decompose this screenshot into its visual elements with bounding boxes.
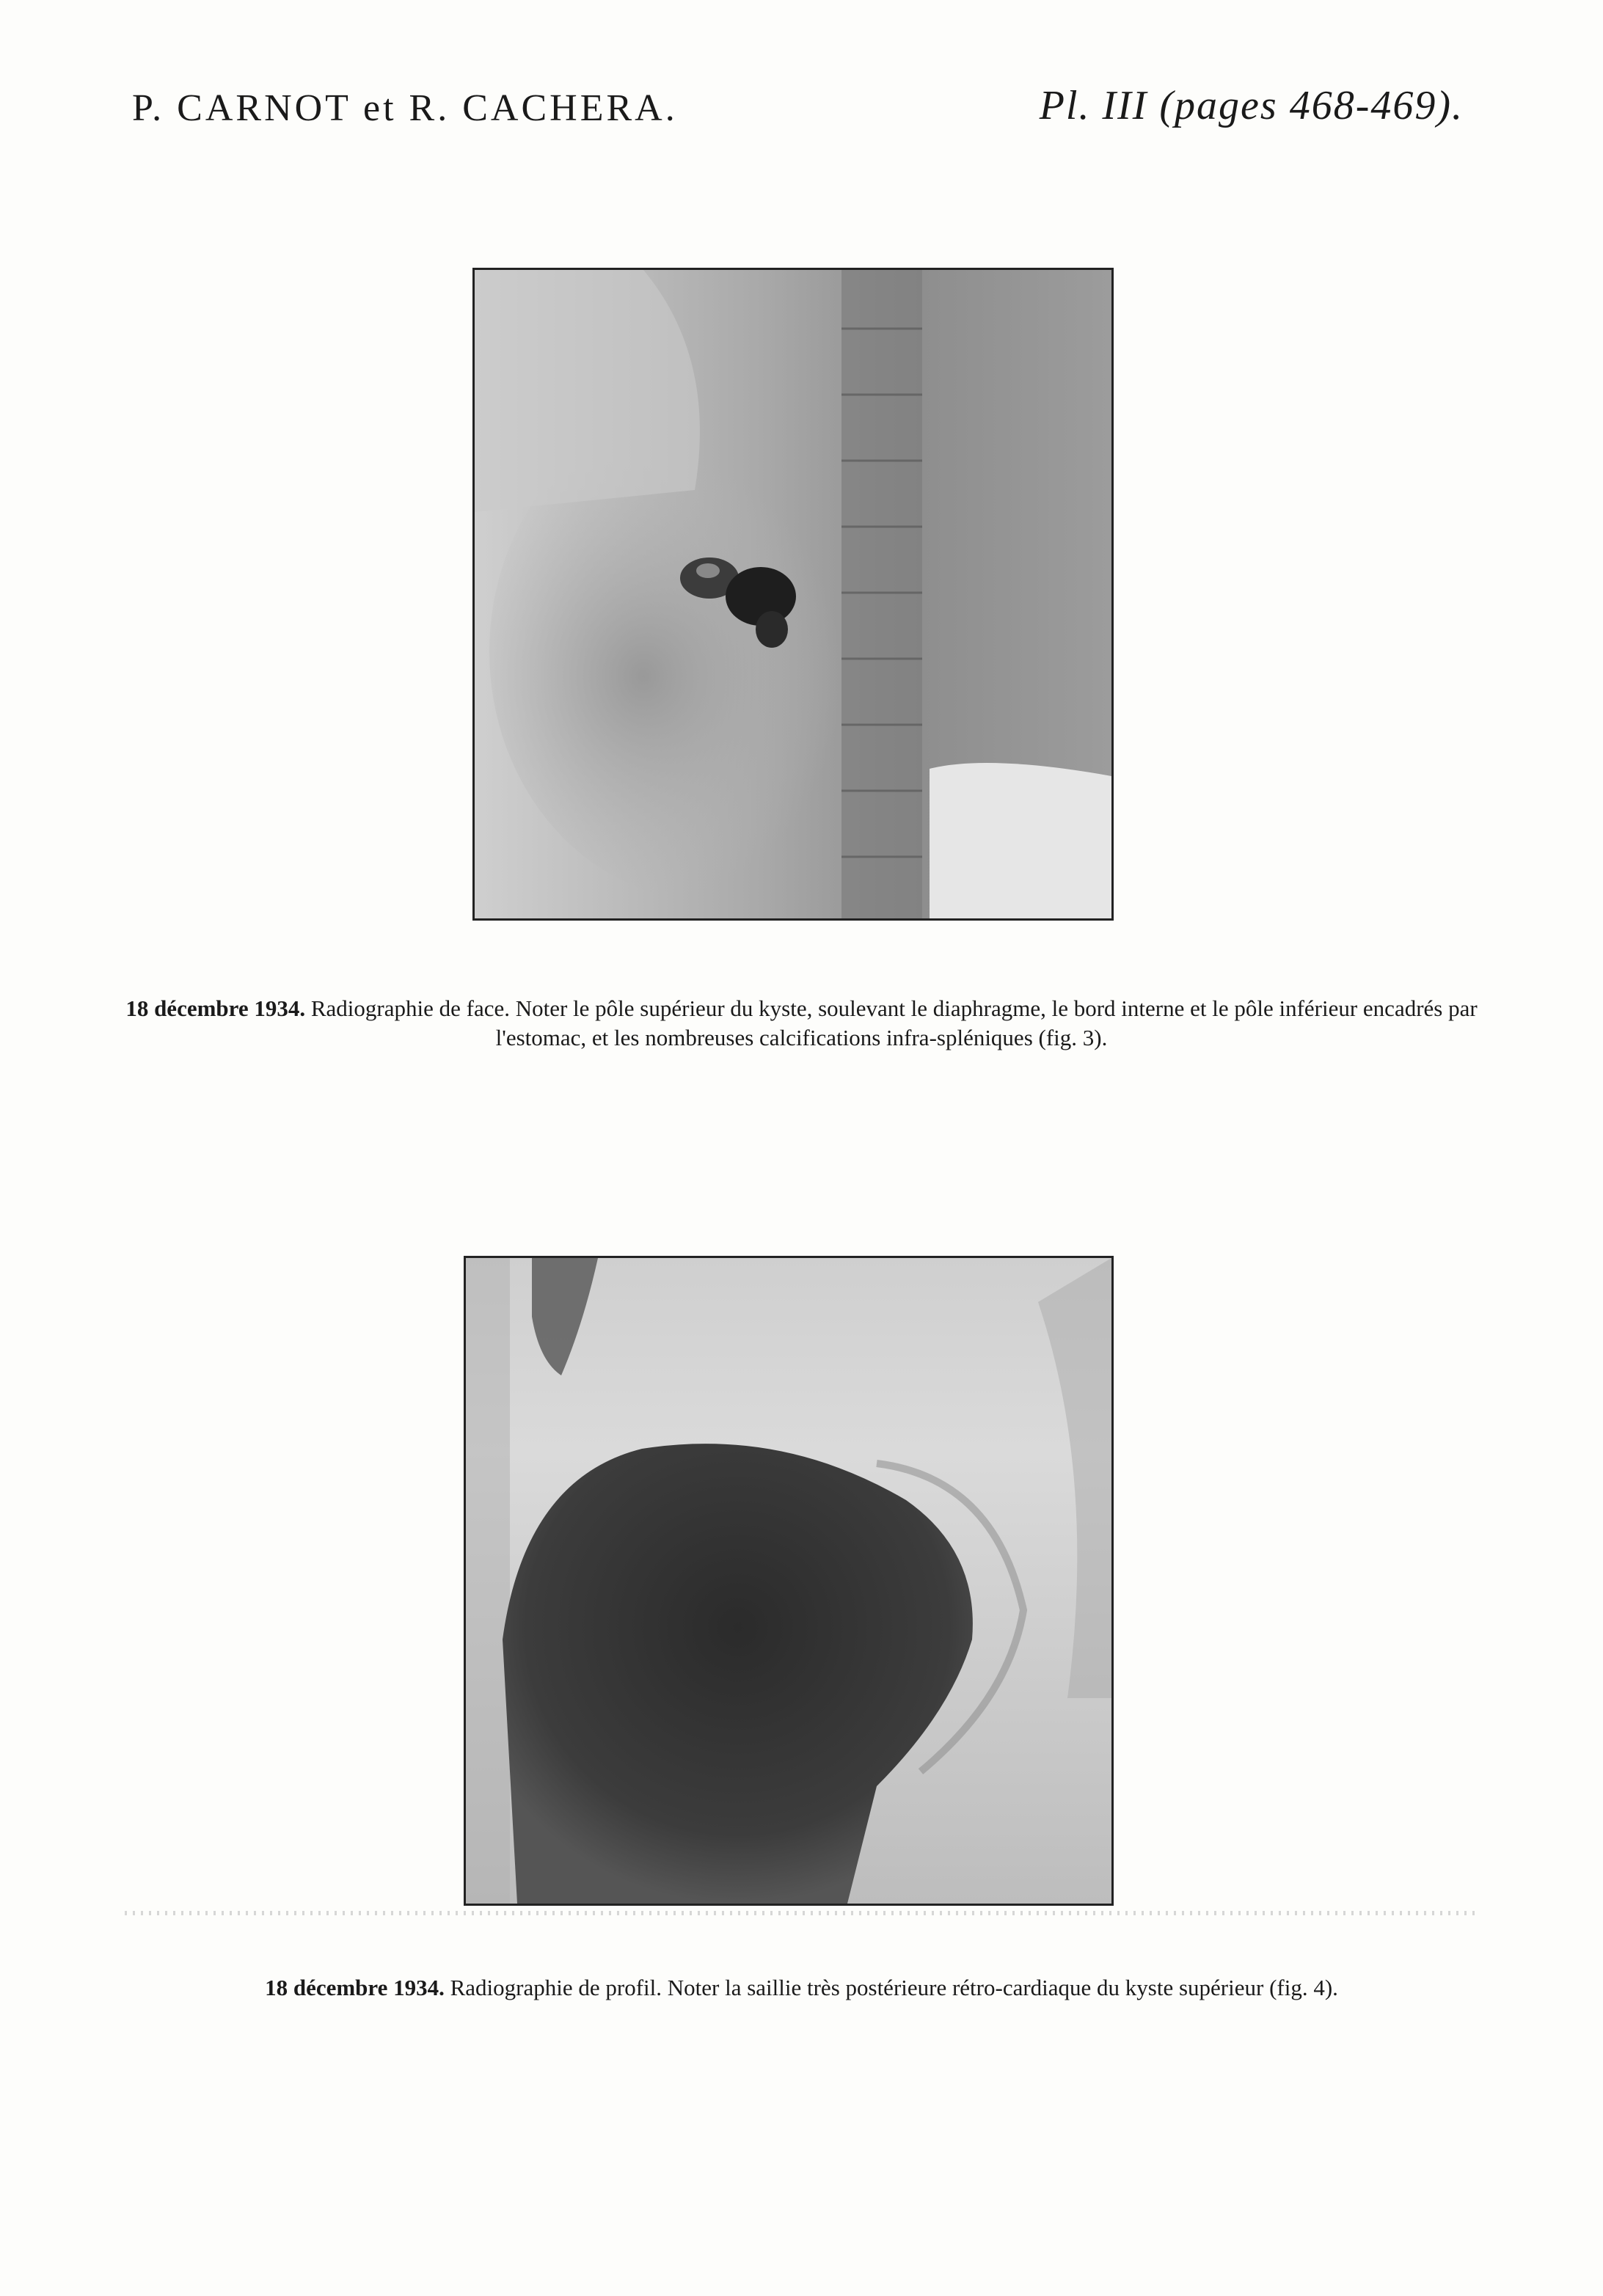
figure-4-caption bbox=[125, 1973, 1478, 2003]
running-header-plate-reference: Pl. III (pages 468-469). bbox=[1039, 83, 1464, 128]
figure-4-caption-text: Radiographie de profil. Noter la saillie très postérieure rétro-cardiaque du kyste supérieur (fig. 4). bbox=[450, 1975, 1338, 2000]
figure-3-caption bbox=[125, 994, 1478, 1053]
figure-3-caption-text: Radiographie de face. Noter le pôle supérieur du kyste, soulevant le diaphragme, le bord interne et le pôle inférieur encadrés par l'estomac, et les nombreuses calcifications infra-spléniques (fig. 3). bbox=[310, 995, 1478, 1050]
scan-noise-line bbox=[125, 1911, 1478, 1915]
running-header-authors: P. CARNOT et R. CACHERA. bbox=[132, 87, 678, 129]
radiograph-lateral bbox=[464, 1256, 1114, 1906]
figure-3-caption-date: 18 décembre 1934. bbox=[125, 995, 306, 1021]
figure-4-caption-date: 18 décembre 1934. bbox=[265, 1975, 445, 2000]
radiograph-frontal bbox=[472, 268, 1114, 921]
